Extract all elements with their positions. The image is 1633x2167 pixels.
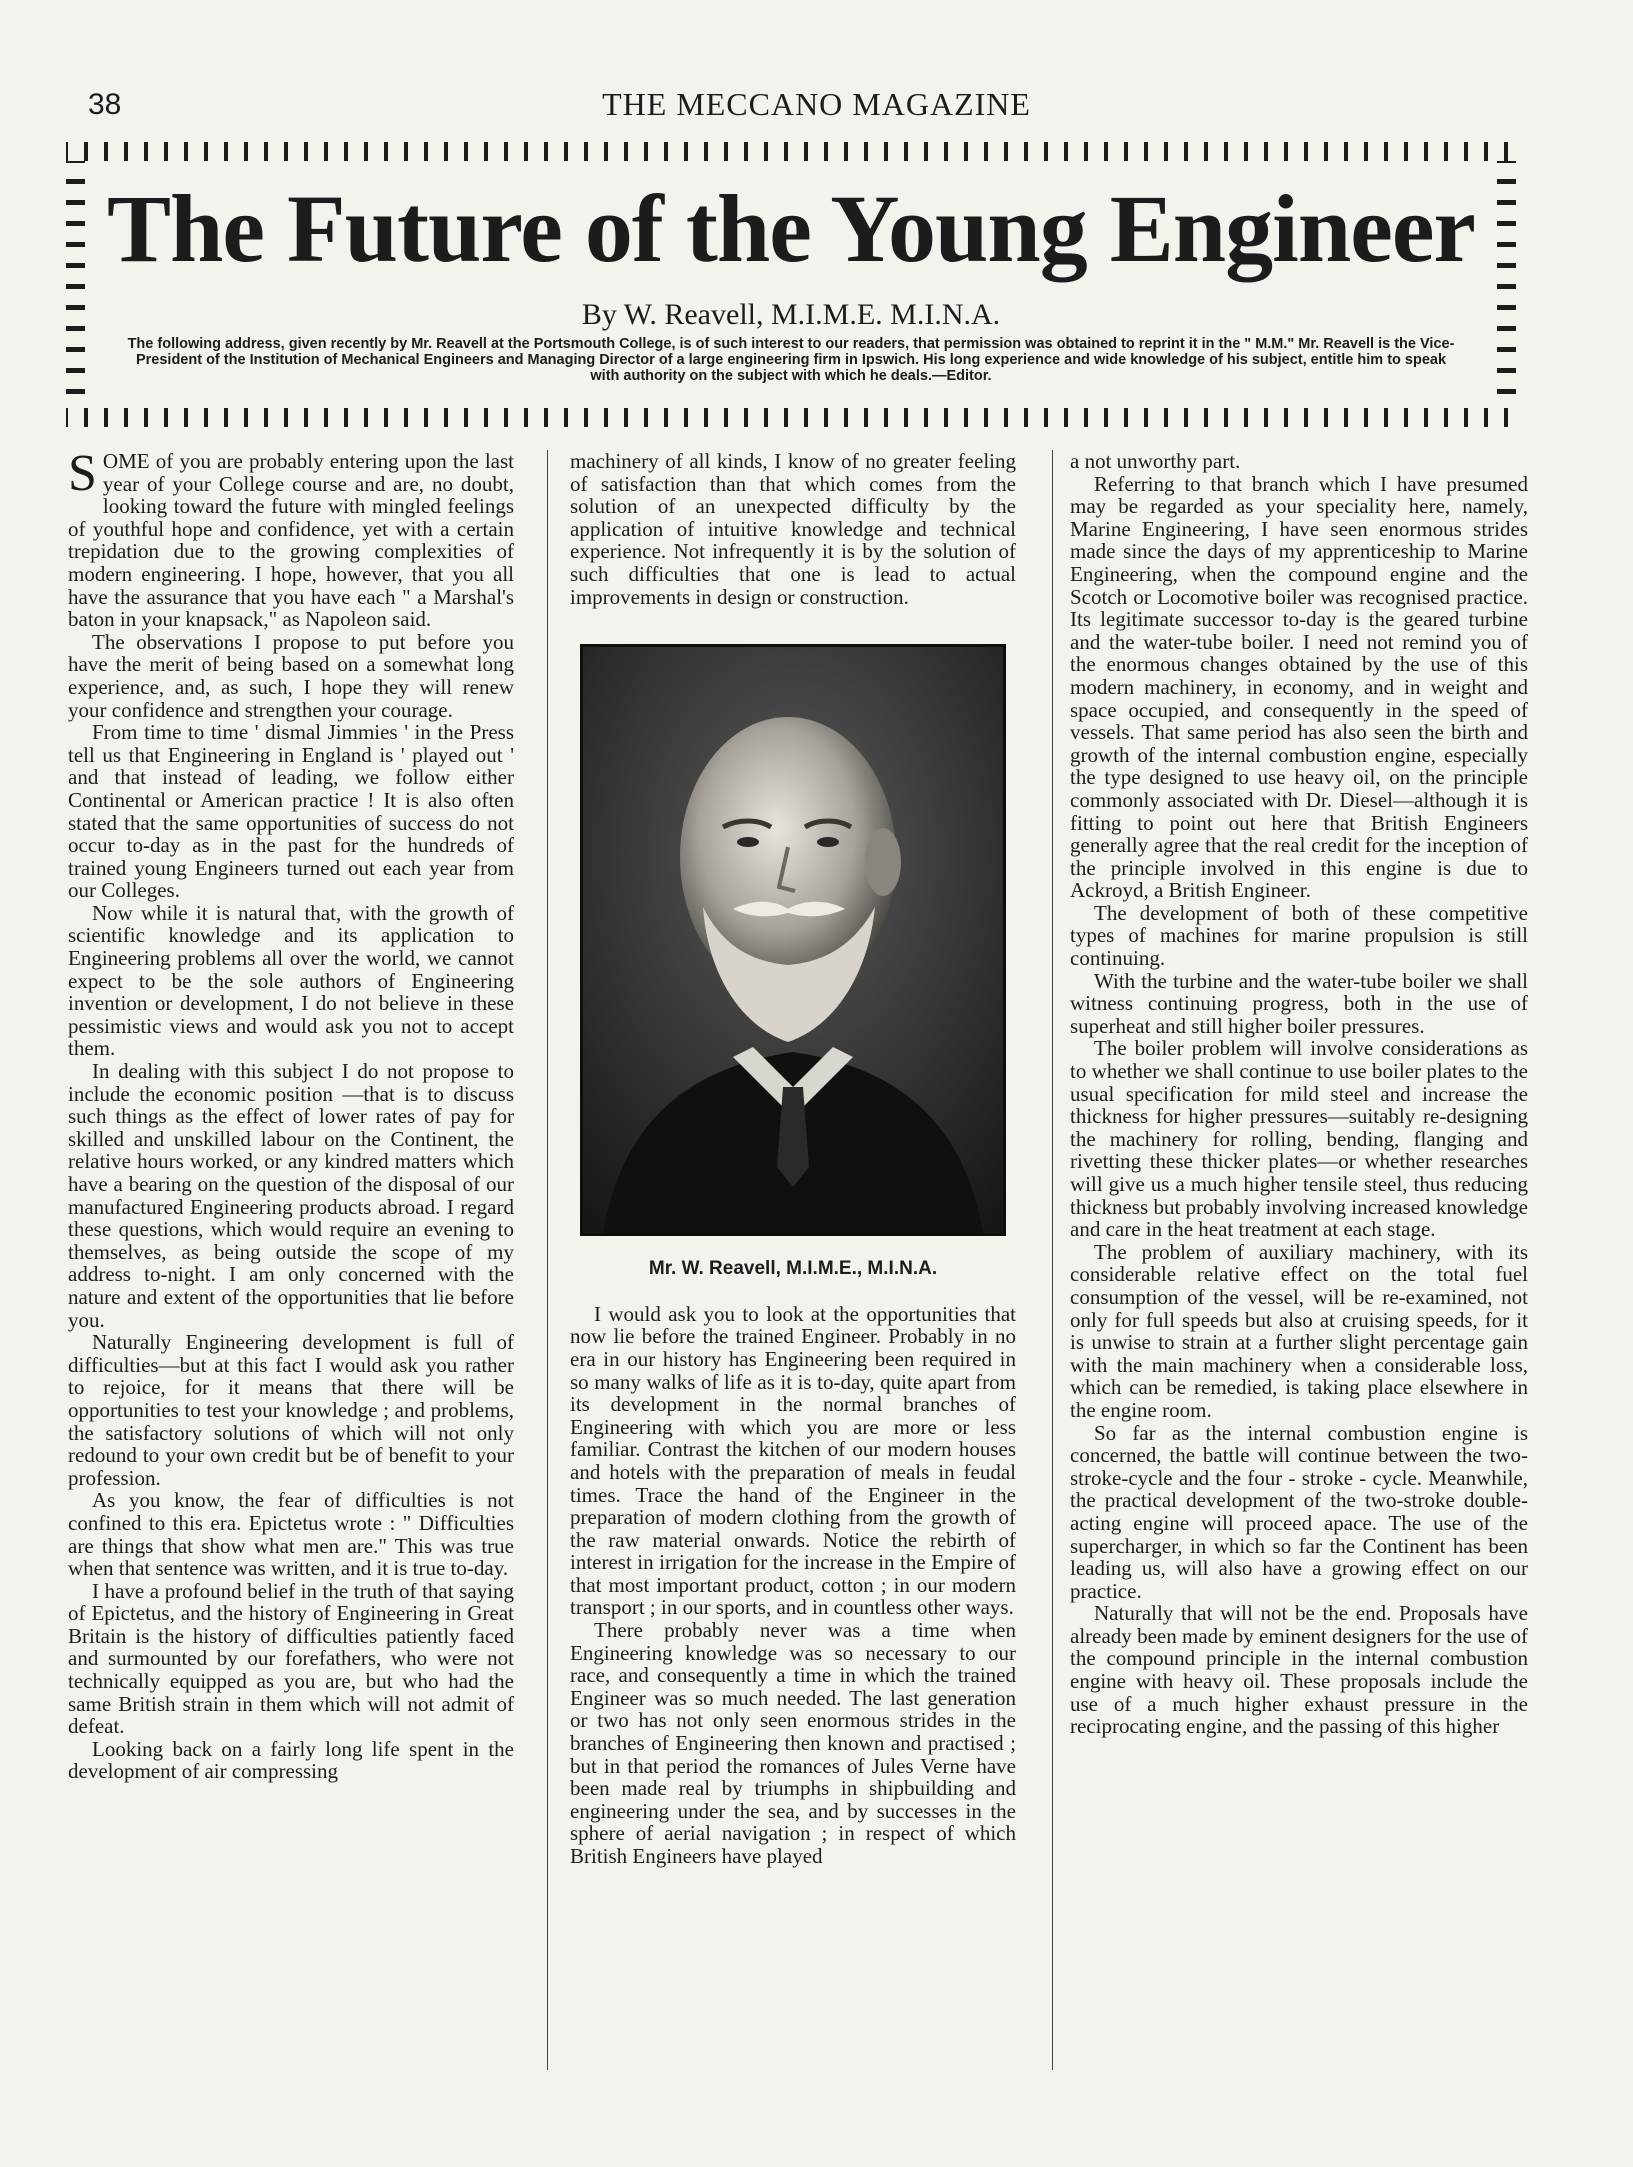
paragraph-text: OME of you are probably entering upon the last year of your College course and are, no doubt, looking toward the future with mingled feelings of youthful hope and confidence, yet with a certain trepidation due to the growing complexities of modern engineering. I hope, however, that you all have the assurance that you have each " a Marshal's baton in your knapsack," as Napoleon said. bbox=[68, 449, 514, 632]
paragraph: The problem of auxiliary machinery, with its considerable relative effect on the total fuel consumption of the vessel, will be re-examined, not only for full speeds but also at cruising speeds, for it is unwise to strain at a further slight percentage gain with the main machinery when a considerable loss, which can be remedied, is taking place elsewhere in the engine room. bbox=[1070, 1239, 1528, 1422]
paragraph: Naturally Engineering development is full of difficulties—but at this fact I would ask you rather to rejoice, for it means that there will be opportunities to test your knowledge ; and problems, the satisfactory solutions of which will not only redound to your own credit but be of benefit to your profession. bbox=[68, 1330, 514, 1490]
square-border-bottom bbox=[66, 408, 1516, 427]
paragraph: The development of both of these competitive types of machines for marine propulsion is still continuing. bbox=[1070, 900, 1528, 971]
title-box bbox=[66, 142, 1516, 427]
paragraph: I have a profound belief in the truth of that saying of Epictetus, and the history of Engineering in Great Britain is the history of difficulties patiently faced and surmounted by our forefathers, who were not technically equipped as you are, but who had the same British strain in them which will not admit of defeat. bbox=[68, 1578, 514, 1739]
paragraph: Now while it is natural that, with the growth of scientific knowledge and its application to Engineering problems all over the world, we cannot expect to be the sole authors of Engineering invention or development, I do not believe in these pessimistic views and would ask you not to accept them. bbox=[68, 900, 514, 1061]
article-title: The Future of the Young Engineer bbox=[106, 175, 1476, 282]
column-rule bbox=[547, 450, 548, 2070]
magazine-title: THE MECCANO MAGAZINE bbox=[602, 86, 1031, 122]
column-1 bbox=[68, 445, 514, 2070]
paragraph: Looking back on a fairly long life spent in the development of air compressing bbox=[68, 1736, 514, 1784]
paragraph: From time to time ' dismal Jimmies ' in the Press tell us that Engineering in England is ' played out ' and that instead of leading, we follow either Continental or American practice ! It is also often stated that the same opportunities of success do not occur to-day as in the past for the hundreds of trained young Engineers turned out each year from our Colleges. bbox=[68, 720, 514, 903]
article-body bbox=[68, 445, 1528, 2070]
paragraph: There probably never was a time when Engineering knowledge was so necessary to our race, and consequently a time in which the trained Engineer was so much needed. The last generation or two has not only seen enormous strides in the branches of Engineering then known and practised ; but in that period the romances of Jules Verne have been made real by triumphs in shipbuilding and engineering under the sea, and by successes in the sphere of aerial navigation ; in respect of which British Engineers have played bbox=[570, 1618, 1016, 1868]
square-border-left bbox=[66, 161, 85, 408]
paragraph: Referring to that branch which I have presumed may be regarded as your speciality here, namely, Marine Engineering, I have seen enormous strides made since the days of my apprenticeship to Marine Engineering, when the compound engine and the Scotch or Locomotive boiler was recognised practice. Its legitimate successor to-day is the geared turbine and the water-tube boiler. I need not remind you of the enormous changes obtained by the use of this modern machinery, in economy, and in weight and space occupied, and consequently in the speed of vessels. That same period has also seen the birth and growth of the internal combustion engine, especially the type designed to use heavy oil, on the principle commonly associated with Dr. Diesel—although it is fitting to point out here that British Engineers generally agree that the real credit for the inception of the principle involved in this engine is due to Ackroyd, a British Engineer. bbox=[1070, 471, 1528, 903]
portrait-photo bbox=[580, 644, 1006, 1236]
paragraph: machinery of all kinds, I know of no greater feeling of satisfaction than that which comes from the solution of an unexpected difficulty by the application of intuitive knowledge and technical experience. Not infrequently it is by the solution of such difficulties that one is lead to actual improvements in design or construction. bbox=[570, 449, 1016, 609]
column-3 bbox=[1070, 450, 1528, 2070]
paragraph: As you know, the fear of difficulties is not confined to this era. Epictetus wrote : " Difficulties are things that show what men are." This was true when that sentence was written, and it is true to-day. bbox=[68, 1488, 514, 1581]
paragraph: In dealing with this subject I do not propose to include the economic position —that is to discuss such things as the effect of lower rates of pay for skilled and unskilled labour on the Continent, the relative hours worked, or any kindred matters which have a bearing on the question of the disposal of our manufactured Engineering products abroad. I regard these questions, which would require an evening to themselves, as being outside the scope of my address to-night. I am only concerned with the nature and extent of the opportunities that lie before you. bbox=[68, 1059, 514, 1332]
paragraph: Naturally that will not be the end. Proposals have already been made by eminent designers for the use of the compound principle in the internal combustion engine with heavy oil. These proposals include the use of a much higher exhaust pressure in the reciprocating engine, and the passing of this higher bbox=[1070, 1601, 1528, 1739]
byline: By W. Reavell, M.I.M.E. M.I.N.A. bbox=[581, 298, 1001, 331]
paragraph: I would ask you to look at the opportunities that now lie before the trained Engineer. Probably in no era in our history has Engineering been required in so many walks of life as it is to-day, quite apart from its development in the normal branches of Engineering with which you are more or less familiar. Contrast the kitchen of our modern houses and hotels with the preparation of meals in feudal times. Trace the hand of the Engineer in the preparation of modern clothing from the growth of the raw material onwards. Notice the rebirth of interest in irrigation for the increase in the Empire of that most important product, cotton ; in our modern transport ; in our sports, and in countless other ways. bbox=[570, 1301, 1016, 1620]
paragraph bbox=[68, 445, 514, 632]
paragraph: The boiler problem will involve considerations as to whether we shall continue to use boiler plates to the usual specification for mild steel and increase the thickness for higher pressures—suitably re-designing the machinery for rolling, bending, flanging and rivetting these thicker plates—or whether researches will give us a much higher tensile steel, thus reducing thickness but probably involving increased knowledge and care in the heat treatment at each stage. bbox=[1070, 1036, 1528, 1242]
paragraph: With the turbine and the water-tube boiler we shall witness continuing progress, both in the use of superheat and still higher boiler pressures. bbox=[1070, 968, 1528, 1038]
drop-cap: S bbox=[68, 445, 97, 502]
paragraph: a not unworthy part. bbox=[1070, 449, 1241, 473]
photo-caption: Mr. W. Reavell, M.I.M.E., M.I.N.A. bbox=[648, 1258, 938, 1280]
portrait-image bbox=[583, 647, 1003, 1233]
column-rule bbox=[1052, 450, 1053, 2070]
paragraph: The observations I propose to put before you have the merit of being based on a somewhat long experience, and, as such, I hope they will renew your confidence and strengthen your courage. bbox=[68, 629, 514, 722]
paragraph: So far as the internal combustion engine is concerned, the battle will continue between the two-stroke-cycle and the four - stroke - cycle. Meanwhile, the practical development of the two-stroke double-acting engine will proceed apace. The use of the supercharger, in which so far the Continent has been leading us, will also have a growing effect on our practice. bbox=[1070, 1420, 1528, 1603]
square-border-right bbox=[1497, 161, 1516, 408]
page-number: 38 bbox=[88, 88, 122, 121]
editor-intro: The following address, given recently by Mr. Reavell at the Portsmouth College, is of such interest to our readers, that permission was obtained to reprint it in the " M.M." Mr. Reavell is the Vice-President of the Institution of Mechanical Engineers and Managing Director of a large engineering firm in Ipswich. His long experience and wide knowledge of his subject, entitle him to speak with authority on the subject with which he deals.—Editor. bbox=[127, 336, 1455, 384]
column-2 bbox=[570, 450, 1016, 2070]
square-border-top bbox=[66, 142, 1516, 161]
